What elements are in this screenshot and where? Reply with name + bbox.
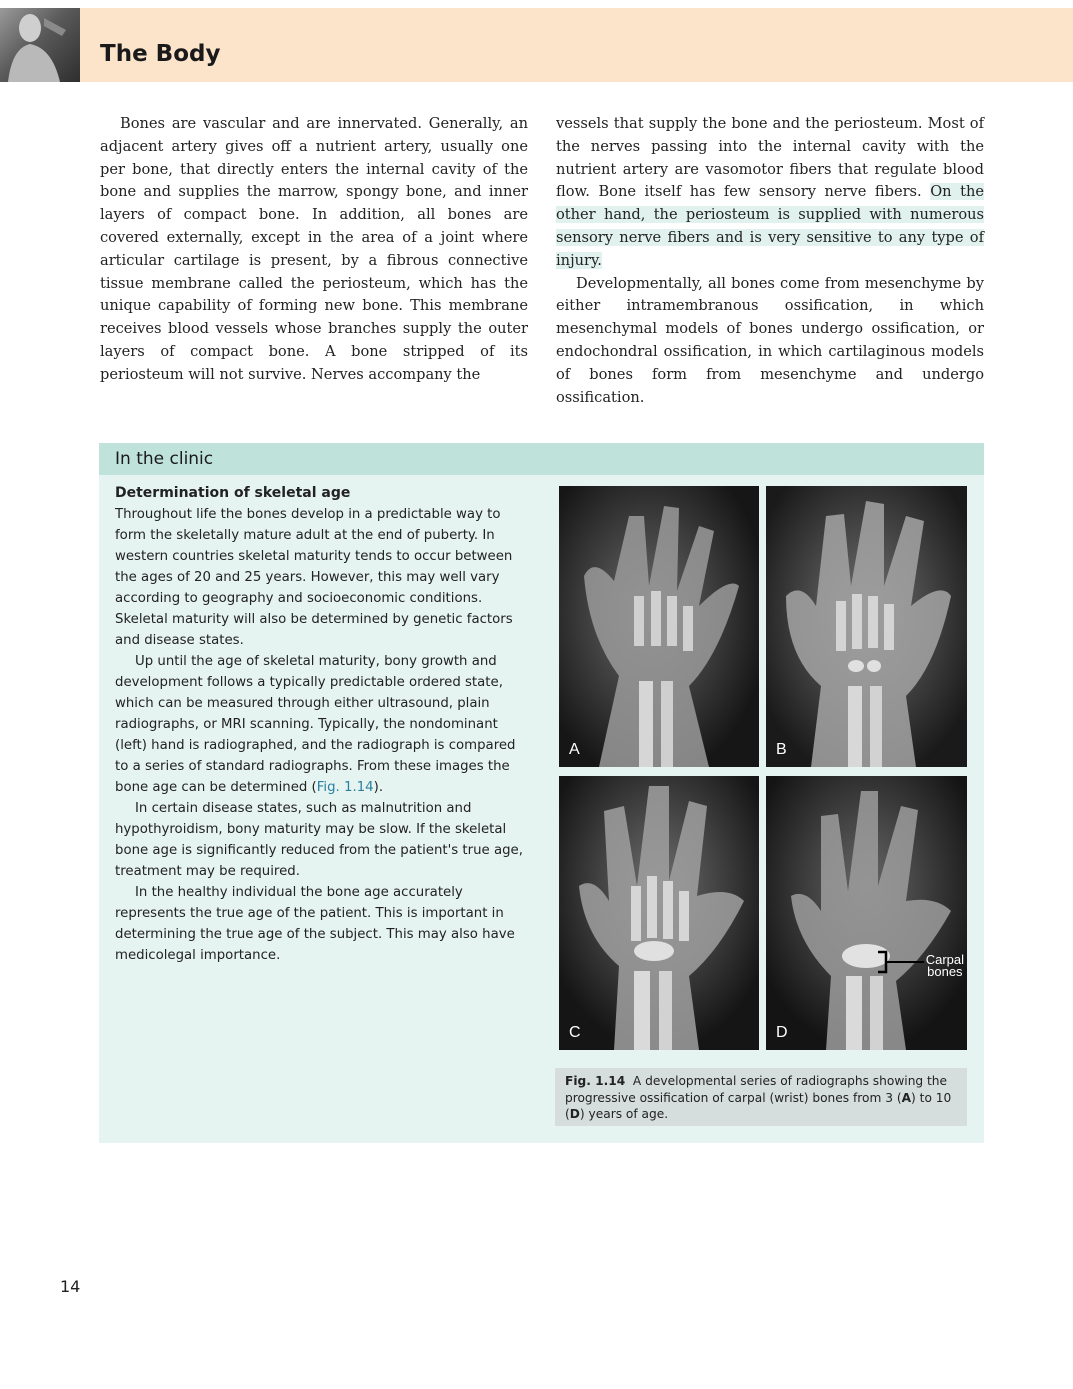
highlighted-text: On the other hand, the periosteum is supplied with numerous sensory nerve fibers and is very sensitive to any type of injury. <box>556 183 985 269</box>
clinic-text-run: ). <box>373 780 384 795</box>
caption-ref-a: A <box>901 1090 912 1105</box>
chapter-title: The Body <box>100 41 221 67</box>
hand-radiograph-image <box>559 486 759 767</box>
body-column-right <box>556 113 984 409</box>
hand-radiograph-image <box>766 486 967 767</box>
body-text: vessels that supply the bone and the periosteum. Most of the nerves passing into the internal cavity with the nutrient artery are vasomotor fibers that regulate blood flow. Bone itself has few sensory nerve fibers. <box>556 115 984 201</box>
carpal-bones-label <box>926 954 964 978</box>
caption-text: ) years of age. <box>579 1107 669 1121</box>
radiograph-panel-c <box>559 776 759 1050</box>
caption-label: Fig. 1.14 <box>565 1074 626 1088</box>
radiograph-panel-d <box>766 776 967 1050</box>
figure-caption <box>555 1068 967 1126</box>
panel-label-b: B <box>776 741 787 758</box>
panel-label-a: A <box>569 741 580 758</box>
carpal-label-line: Carpal <box>925 952 964 967</box>
in-the-clinic-box <box>99 443 984 1143</box>
clinic-paragraph <box>115 651 530 798</box>
radiograph-panel-b <box>766 486 967 767</box>
clinic-paragraph: Throughout life the bones develop in a predictable way to form the skeletally mature adult at the end of puberty. In western countries skeletal maturity tends to occur between the ages of 20 and 25 years. However, this may well vary according to geography and socioeconomic conditions. Skeletal maturity will also be determined by genetic factors and disease states. <box>115 507 513 648</box>
human-figure-photo-icon <box>0 8 80 82</box>
body-paragraph <box>556 113 984 273</box>
panel-label-d: D <box>776 1024 788 1041</box>
page-number: 14 <box>60 1277 81 1296</box>
panel-label-c: C <box>569 1024 581 1041</box>
clinic-paragraph: In certain disease states, such as malnutrition and hypothyroidism, bony maturity may be slow. If the skeletal bone age is significantly reduced from the patient's true age, treatment may be required. <box>115 801 523 879</box>
caption-text: A developmental series of radiographs showing the progressive ossification of carpal (wrist) bones from 3 ( <box>565 1074 948 1105</box>
clinic-heading: Determination of skeletal age <box>115 485 351 501</box>
clinic-paragraph: In the healthy individual the bone age accurately represents the true age of the patient. This is important in determining the true age of the subject. This may also have medicolegal importance. <box>115 885 515 963</box>
page-header <box>0 8 1073 82</box>
clinic-text-run: Up until the age of skeletal maturity, bony growth and development follows a typically predictable ordered state, which can be measured through either ultrasound, plain radiographs, or MRI scanning. Typically, the nondominant (left) hand is radiographed, and the radiograph is compared to a series of standard radiographs. From these images the bone age can be determined ( <box>115 654 516 795</box>
body-paragraph: Bones are vascular and are innervated. Generally, an adjacent artery gives off a nutrient artery, usually one per bone, that directly enters the internal cavity of the bone and supplies the marrow, spongy bone, and inner layers of compact bone. In addition, all bones are covered externally, except in the area of a joint where articular cartilage is present, by a fibrous connective tissue membrane called the periosteum, which has the unique capability of forming new bone. This membrane receives blood vessels whose branches supply the outer layers of compact bone. A bone stripped of its periosteum will not survive. Nerves accompany the <box>100 115 528 383</box>
header-photo <box>0 8 80 82</box>
caption-ref-d: D <box>569 1107 580 1121</box>
carpal-label-line: bones <box>927 964 963 979</box>
radiograph-panel-a <box>559 486 759 767</box>
body-column-left <box>100 113 528 387</box>
clinic-text <box>115 483 530 966</box>
hand-radiograph-image <box>559 776 759 1050</box>
clinic-title: In the clinic <box>115 449 214 469</box>
body-paragraph: Developmentally, all bones come from mesenchyme by either intramembranous ossification, in which mesenchymal models of bones undergo ossification, or endochondral ossification, in which cartilaginous models of bones form from mesenchyme and undergo ossification. <box>556 274 984 406</box>
clinic-title-bar <box>99 443 984 475</box>
caption-text: ) to 10 ( <box>565 1090 952 1121</box>
figure-link[interactable]: Fig. 1.14 <box>316 780 374 795</box>
hand-radiograph-image <box>766 776 967 1050</box>
